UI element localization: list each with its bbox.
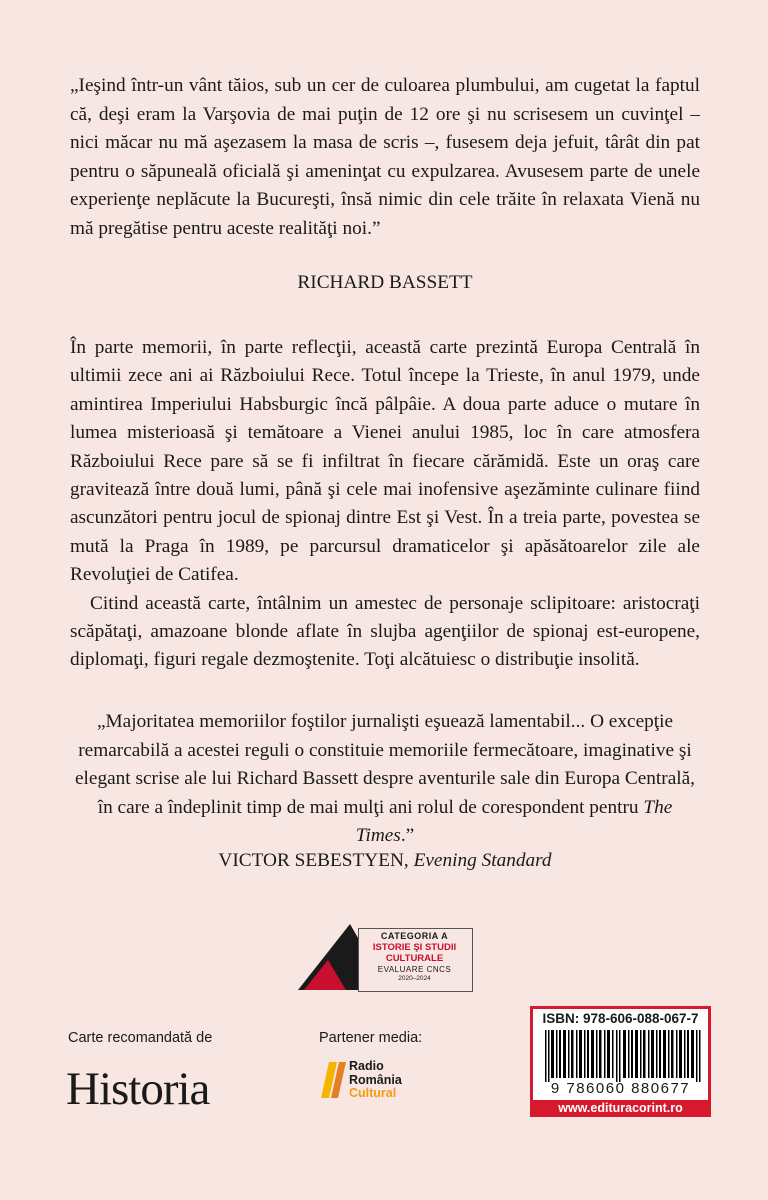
opening-quote: „Ieşind într-un vânt tăios, sub un cer de culoarea plumbului, am cugetat la faptul că, deşi eram la Varşovia de mai puţin de 12 ore şi nu scrisesem un cuvinţel – nici măcar nu mă aşezasem la masa de scris –, fusesem deja jefuit, târât din pat pentru o săpuneală oficială şi ameninţat cu expulzarea. Avusesem parte de unele experienţe neplăcute la Bucureşti, însă nimic din cele trăite în relaxata Vienă nu mă pregătise pentru aceste realităţi noi.” — [70, 75, 700, 239]
review-quote-closing: .” — [400, 825, 415, 846]
description-paragraph-1: În parte memorii, în parte reflecţii, această carte prezintă Europa Centrală în ultimii zece ani ai Războiului Rece. Totul începe la Trieste, în anul 1979, unde amintirea Imperiului Habsburgic încă pâlpâie. A doua parte aduce o mutare în lumea misterioasă şi temătoare a Vienei anului 1985, loc în care atmosfera Războiului Rece pare să se fi infiltrat în fiecare cărămidă. Este un oraş care gravitează între două lumi, până şi cele mai inofensive aşezăminte culinare fiind ascunzători pentru jocul de spionaj dintre Est şi Vest. În a treia parte, povestea se mută la Praga în 1989, pe parcursul dramaticelor şi apăsătoarelor zile ale Revoluţiei de Catifea. — [70, 337, 700, 586]
badge-years: 2020–2024 — [398, 975, 431, 982]
opening-quote-author: RICHARD BASSETT — [297, 272, 473, 293]
book-description — [70, 334, 700, 675]
historia-logo: Historia — [66, 1063, 210, 1115]
badge-category: CATEGORIA A — [380, 931, 449, 941]
radio-logo-text: Radio România Cultural — [349, 1059, 402, 1100]
barcode-number: 9 786060 880677 — [550, 1080, 691, 1097]
review-publication: The Times — [355, 796, 673, 846]
isbn-block — [530, 1006, 711, 1117]
description-paragraph-2: Citind această carte, întâlnim un amestec de personaje sclipitoare: aristocraţi scăpătaţi, amazoane blonde aflate în slujba agenţiilor de spionaj est-europene, diplomaţi, figuri regale dezmoştenite. Toţi alcătuiesc o distribuţie insolită. — [70, 592, 700, 671]
recommended-label: Carte recomandată de — [68, 1030, 213, 1046]
radio-romania-cultural-logo — [319, 1058, 439, 1102]
badge-evaluation: EVALUARE CNCS — [377, 965, 452, 974]
review-quote — [70, 708, 700, 851]
review-author — [70, 850, 700, 872]
cncs-badge — [298, 922, 473, 992]
review-source: Evening Standard — [413, 850, 552, 871]
publisher-website[interactable]: www.edituracorint.ro — [530, 1100, 711, 1117]
radio-logo-icon — [319, 1060, 347, 1100]
review-quote-text: „Majoritatea memoriilor foştilor jurnalişti eşuează lamentabil... O excepţie remarcabilă a acestei reguli o constituie memoriile fermecătoare, imaginative şi elegant scrise ale lui Richard Bassett despre aventurile sale din Europa Centrală, în care a îndeplinit timp de mai mulţi ani rolul de corespondent pentru — [75, 711, 695, 818]
review-author-name: VICTOR SEBESTYEN, — [218, 850, 414, 871]
barcode-icon — [545, 1030, 703, 1082]
isbn-label: ISBN: 978-606-088-067-7 — [542, 1011, 699, 1026]
badge-domain: ISTORIE ŞI STUDII CULTURALE — [372, 942, 457, 964]
partner-label: Partener media: — [319, 1030, 423, 1046]
